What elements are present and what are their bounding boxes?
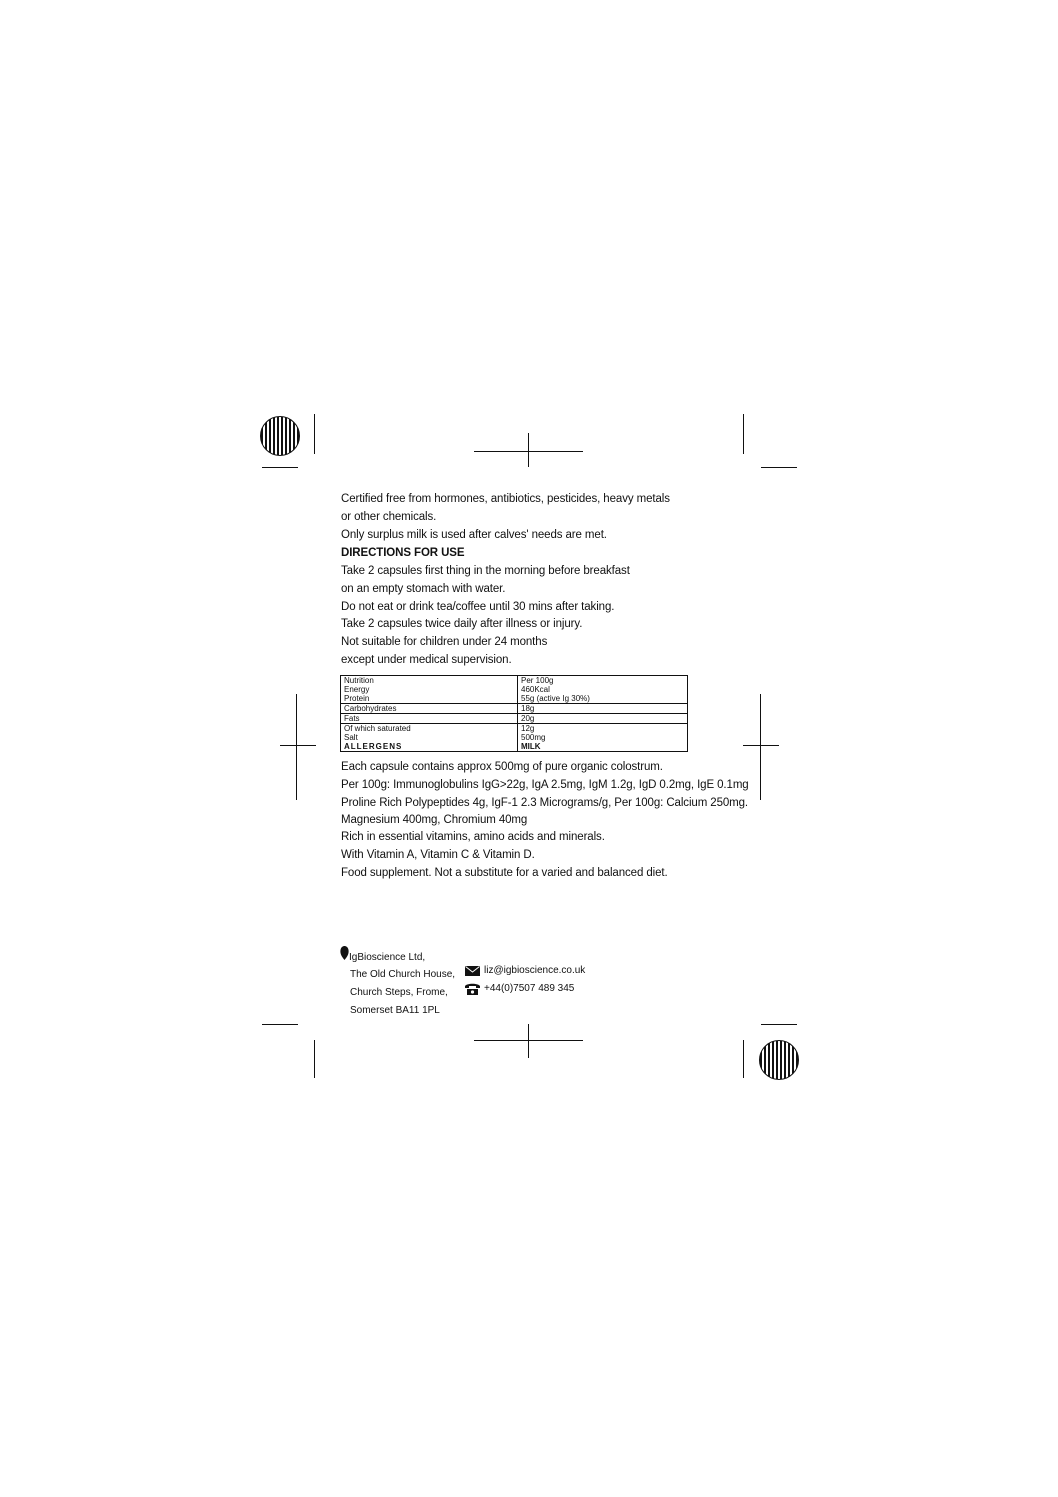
drop-icon (340, 946, 349, 960)
table-row (341, 676, 688, 704)
nutrition-value: 460Kcal (521, 685, 550, 694)
intro-line: Certified free from hormones, antibiotics, pesticides, heavy metals (341, 493, 670, 505)
crop-mark (314, 414, 315, 454)
crop-mark (743, 1040, 744, 1078)
intro-line: or other chemicals. (341, 511, 437, 523)
company-name: IgBioscience Ltd, (349, 952, 426, 963)
crop-mark (761, 1024, 797, 1025)
crop-mark (743, 414, 744, 454)
details-line: With Vitamin A, Vitamin C & Vitamin D. (341, 849, 535, 861)
nutrition-value: 12g (521, 724, 535, 733)
intro-line: Only surplus milk is used after calves' needs are met. (341, 529, 607, 541)
crop-mark (296, 694, 297, 800)
address-line: Somerset BA11 1PL (350, 1005, 440, 1016)
phone-contact (465, 983, 574, 995)
directions-line: Take 2 capsules twice daily after illness or injury. (341, 618, 583, 630)
crop-mark (262, 1024, 298, 1025)
nutrition-label: Protein (344, 694, 370, 703)
nutrition-value: 55g (active Ig 30%) (521, 694, 590, 703)
table-row (341, 724, 688, 752)
nutrition-label: Carbohydrates (344, 704, 397, 713)
crop-mark (314, 1040, 315, 1078)
directions-line: except under medical supervision. (341, 654, 512, 666)
nutrition-label: Salt (344, 733, 358, 742)
details-line: Per 100g: Immunoglobulins IgG>22g, IgA 2.5mg, IgM 1.2g, IgD 0.2mg, IgE 0.1mg (341, 779, 749, 791)
crop-mark (760, 694, 761, 800)
details-line: Each capsule contains approx 500mg of pure organic colostrum. (341, 761, 663, 773)
nutrition-label: Nutrition (344, 676, 374, 685)
allergens-label: ALLERGENS (344, 742, 403, 751)
phone-number[interactable]: +44(0)7507 489 345 (484, 983, 575, 994)
address-line: Church Steps, Frome, (350, 987, 448, 998)
crop-mark (262, 467, 298, 468)
directions-line: on an empty stomach with water. (341, 583, 506, 595)
details-line: Food supplement. Not a substitute for a varied and balanced diet. (341, 867, 668, 879)
directions-heading: DIRECTIONS FOR USE (341, 547, 465, 559)
nutrition-table (340, 675, 688, 752)
details-line: Magnesium 400mg, Chromium 40mg (341, 814, 528, 826)
crop-mark (743, 745, 779, 746)
allergens-value: MILK (521, 742, 541, 751)
details-line: Rich in essential vitamins, amino acids and minerals. (341, 831, 605, 843)
registration-circle-icon (759, 1040, 799, 1080)
nutrition-label: Fats (344, 714, 360, 723)
crop-mark (528, 433, 529, 467)
crop-mark (761, 467, 797, 468)
nutrition-value: Per 100g (521, 676, 554, 685)
nutrition-label: Of which saturated (344, 724, 411, 733)
nutrition-label: Energy (344, 685, 370, 694)
crop-mark (280, 745, 316, 746)
nutrition-value: 20g (521, 714, 535, 723)
envelope-icon (465, 966, 480, 976)
email-link[interactable]: liz@igbioscience.co.uk (484, 965, 586, 976)
details-line: Proline Rich Polypeptides 4g, IgF-1 2.3 Micrograms/g, Per 100g: Calcium 250mg. (341, 797, 749, 809)
table-row (341, 714, 688, 724)
email-contact (465, 965, 585, 977)
crop-mark (528, 1024, 529, 1058)
registration-circle-icon (260, 416, 300, 456)
table-row (341, 704, 688, 714)
directions-line: Take 2 capsules first thing in the morning before breakfast (341, 565, 630, 577)
directions-line: Not suitable for children under 24 months (341, 636, 548, 648)
address-line: The Old Church House, (350, 969, 456, 980)
nutrition-value: 18g (521, 704, 535, 713)
telephone-icon (465, 983, 480, 995)
nutrition-value: 500mg (521, 733, 546, 742)
directions-line: Do not eat or drink tea/coffee until 30 mins after taking. (341, 601, 615, 613)
